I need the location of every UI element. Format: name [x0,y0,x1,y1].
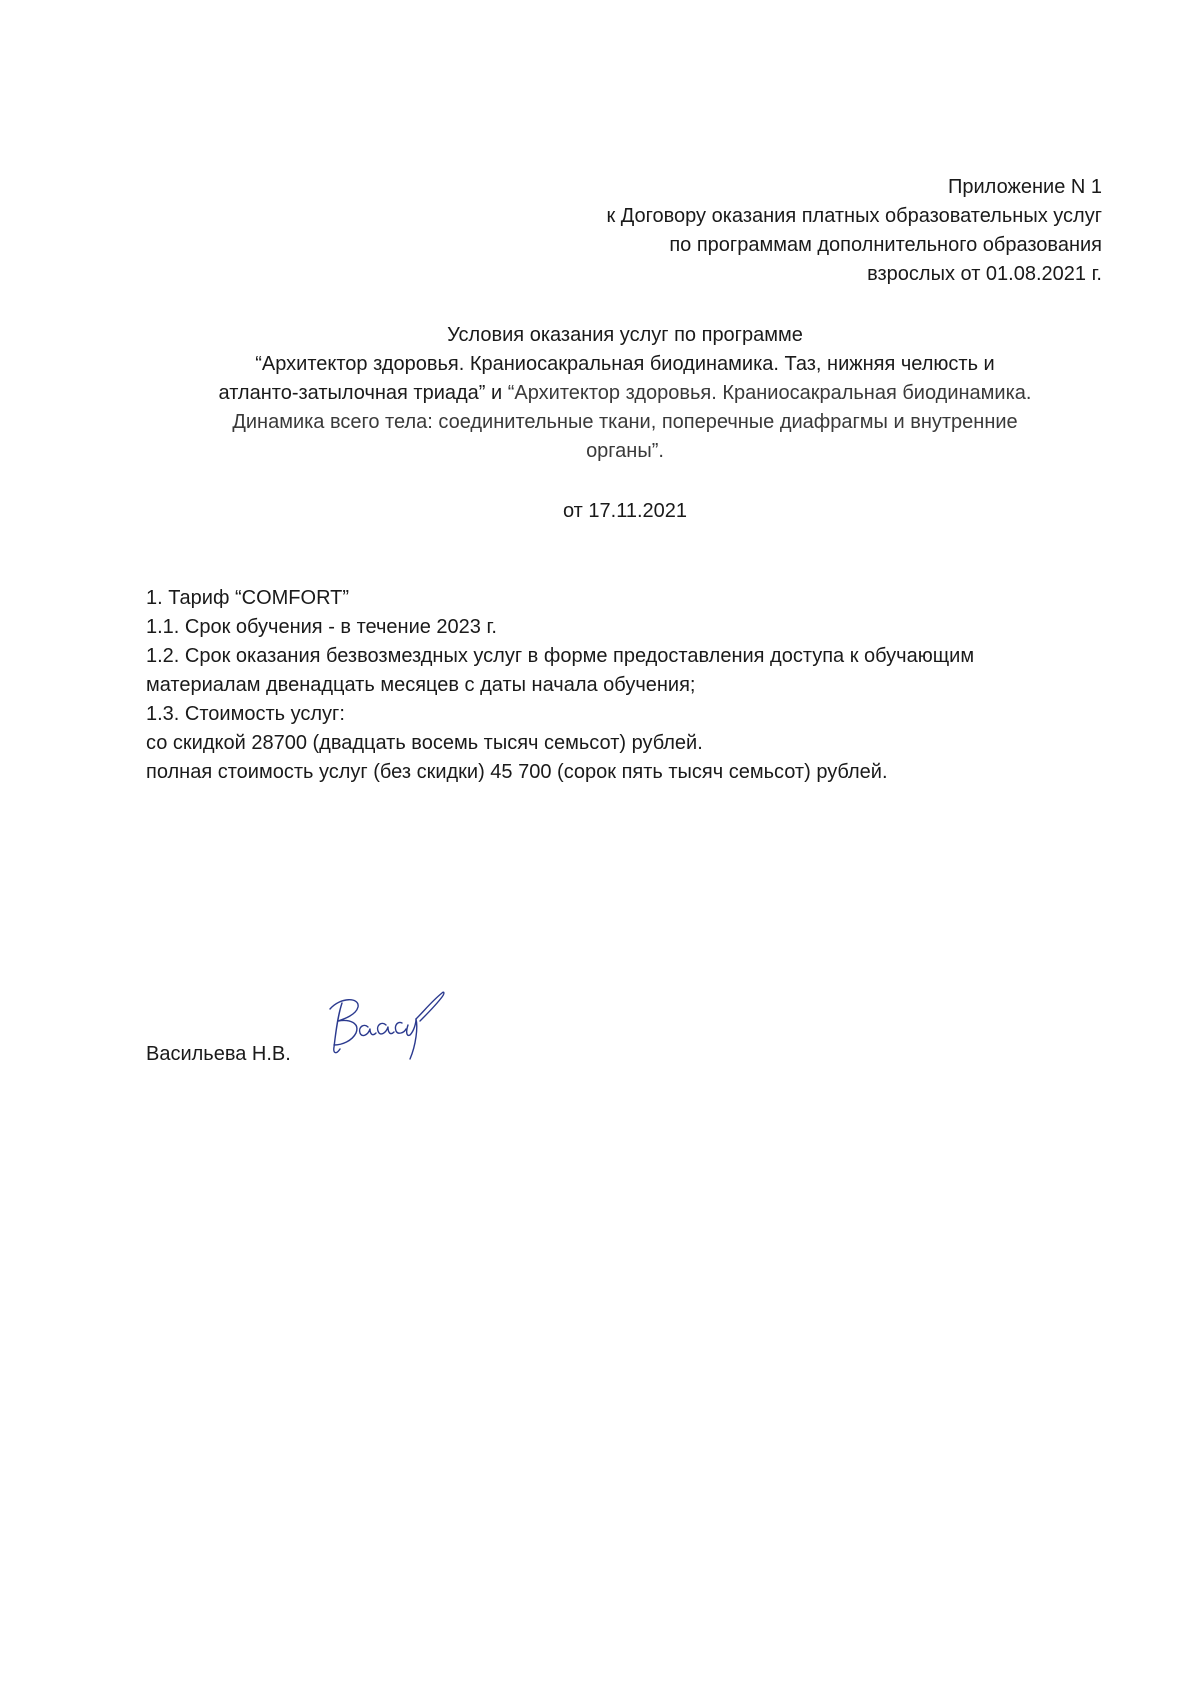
term-1-2-line-2: материалам двенадцать месяцев с даты начала обучения; [146,674,696,696]
title-line-3-part-a: атланто-затылочная триада” и [218,382,508,404]
appendix-header [402,173,1102,289]
appendix-contract-date: взрослых от 01.08.2021 г. [867,263,1102,285]
document-title [100,321,1150,466]
term-1-3: 1.3. Стоимость услуг: [146,703,345,725]
price-full: полная стоимость услуг (без скидки) 45 700 (сорок пять тысяч семьсот) рублей. [146,761,888,783]
title-line-3 [100,379,1150,408]
title-line-1: Условия оказания услуг по программе [447,324,803,346]
price-discount: со скидкой 28700 (двадцать восемь тысяч семьсот) рублей. [146,732,703,754]
term-1-2-line-1: 1.2. Срок оказания безвозмездных услуг в форме предоставления доступа к обучающим [146,645,975,667]
tariff-heading: 1. Тариф “COMFORT” [146,587,350,609]
appendix-program-ref: по программам дополнительного образования [669,234,1102,256]
title-line-2: “Архитектор здоровья. Краниосакральная биодинамика. Таз, нижняя челюсть и [255,353,995,375]
title-line-4: Динамика всего тела: соединительные ткани, поперечные диафрагмы и внутренние [232,411,1018,433]
appendix-number: Приложение N 1 [948,176,1102,198]
title-line-3-part-b: “Архитектор здоровья. Краниосакральная биодинамика. [507,382,1032,404]
document-date: от 17.11.2021 [562,500,687,522]
appendix-contract-ref: к Договору оказания платных образовательных услуг [606,205,1102,227]
term-1-1: 1.1. Срок обучения - в течение 2023 г. [146,616,497,638]
handwritten-signature [320,975,450,1065]
title-line-5: органы”. [586,440,664,462]
terms-section [146,584,1106,787]
signatory-name: Васильева Н.В. [146,1043,291,1065]
